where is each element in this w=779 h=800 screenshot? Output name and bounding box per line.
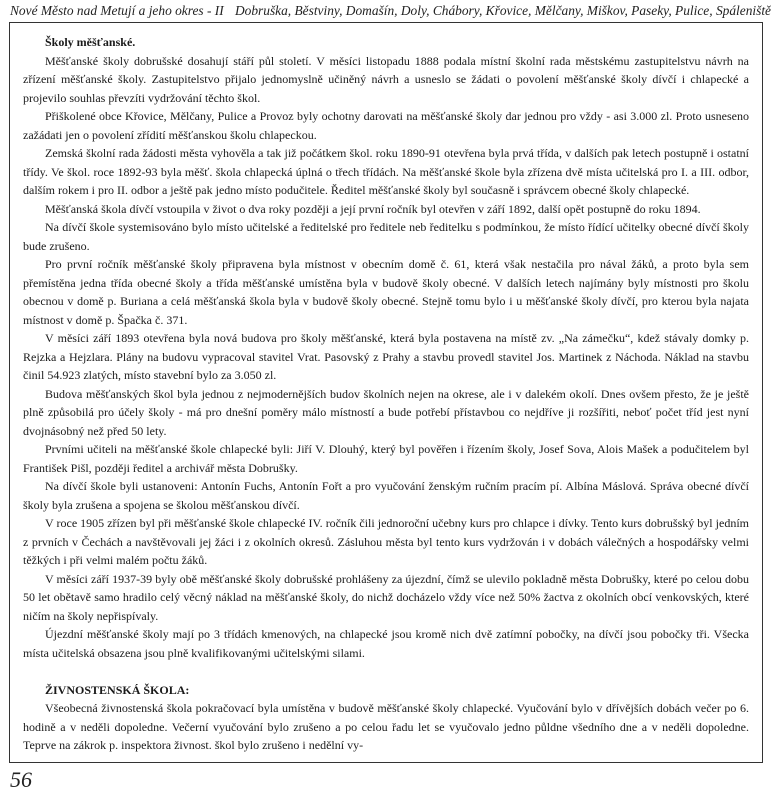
article-body [23, 33, 749, 755]
section-heading: ŽIVNOSTENSKÁ ŠKOLA: [45, 682, 190, 697]
paragraph: Budova měšťanských škol byla jednou z nejmodernějších budov školních nejen na okrese, ale i v dalekém okolí. Dnes ovšem přesto, že je ještě plně způsobilá pro účely školy - má pro dnešní poměry málo místností a bude potřebí přístavbou co nejdříve ji rozšířiti, neboť počet tříd jest nyní dvojnásobný než před 50 lety. [23, 386, 749, 438]
paragraph: V roce 1905 zřízen byl při měšťanské škole chlapecké IV. ročník čili jednoroční učebny kurs pro chlapce i dívky. Tento kurs dobrušský byl jedním z prvních v Čechách a navštěvovali jej žáci i z okolních okresů. Zásluhou města byl tento kurs vydržován i v dobách válečných a hospodářsky velmi těžkých i při velmi malém počtu žáků. [23, 516, 749, 567]
paragraph: Měšťanské školy dobrušské dosahují stáří půl století. V měsíci listopadu 1888 podala místní školní rada městskému zastupitelstvu návrh na zřízení měšťanské školy. Zastupitelstvo přijalo jednomyslně učiněný návrh a usneslo se žádati o povolení měšťanské školy dívčí i chlapecké a projevilo souhlas převzíti vydržování těchto škol. [23, 53, 749, 105]
paragraph: Prvními učiteli na měšťanské škole chlapecké byli: Jiří V. Dlouhý, který byl pověřen i řízením školy, Josef Sova, Alois Mašek a podučitelem byl František Pišl, později ředitel a archivář města Dobrušky. [23, 442, 749, 475]
content-frame [9, 22, 763, 763]
paragraph: Újezdní měšťanské školy mají po 3 třídách kmenových, na chlapecké jsou kromě nich dvě zatímní pobočky, na dívčí jsou pobočky tři. Všecka místa učitelská obsazena jsou plně kvalifikovanými učitelskými silami. [23, 627, 749, 660]
paragraph: Na dívčí škole byli ustanoveni: Antonín Fuchs, Antonín Fořt a pro vyučování ženským ručním pracím pí. Albína Máslová. Správa obecné dívčí školy byla zrušena a spojena se školou měšťanskou dívčí. [23, 479, 749, 512]
paragraph: Přiškolené obce Křovice, Mělčany, Pulice a Provoz byly ochotny darovati na měšťanské školy dar jednou pro vždy - asi 3.000 zl. Proto usneseno zažádati jen o povolení zřídití měšťanskou školu chlapeckou. [23, 109, 749, 142]
page-number: 56 [10, 767, 32, 792]
paragraph: Všeobecná živnostenská škola pokračovací byla umístěna v budově měšťanské školy chlapecké. Vyučování bylo v dřívějších dobách večer po 6. hodině a v neděli dopoledne. Večerní vyučování bylo zrušeno a po celou řadu let se vyučovalo jedno půldne všedního dne a v neděli dopoledne. Teprve na zákrok p. inspektora živnost. škol bylo zrušeno i nedělní vy- [23, 701, 749, 752]
section-heading: Školy měšťanské. [45, 35, 136, 49]
paragraph: Pro první ročník měšťanské školy připravena byla místnost v obecním domě č. 61, která však nestačila pro nával žáků, a proto byla sem přemístěna jedna třída obecné školy a třída měšťanské umístěna byla v budově školy obecné. V dalších letech najímány byly místnosti pro školu obecnou v domě p. Buriana a celá měšťanská škola byla v budově školy obecné. Stejně tomu bylo i u měšťanské školy dívčí, pro kterou byla najata místnost v domě p. Špačka č. 371. [23, 257, 749, 327]
paragraph: Měšťanská škola dívčí vstoupila v život o dva roky později a její první ročník byl otevřen v září 1892, další opět postupně do roku 1894. [45, 201, 701, 216]
paragraph: Zemská školní rada žádosti města vyhověla a tak již počátkem škol. roku 1890-91 otevřena byla prvá třída, v dalších pak letech postupně i ostatní třídy. Ve škol. roce 1892-93 byla měšť. škola chlapecká úplná o třech třídách. Na měšťanské škole byla zřízena dvě místa učitelská pro I. a III. odbor, dalším rokem i pro II. odbor a ještě pak jedno místo podučitele. Ředitel měšťanské školy byl současně i správcem obecné školy chlapecké. [23, 146, 749, 197]
paragraph: V měsíci září 1893 otevřena byla nová budova pro školy měšťanské, která byla postavena na místě zv. „Na zámečku“, kdež stávaly domky p. Rejzka a Hejzlara. Plány na budovu vypracoval stavitel Vrat. Pasovský z Prahy a stavbu provedl stavitel Jos. Martinek z Náchoda. Náklad na stavbu činil 54.923 zlatých, místo stavební bylo za 3.050 zl. [23, 331, 749, 382]
running-header [10, 3, 771, 19]
paragraph: Na dívčí škole systemisováno bylo místo učitelské a ředitelské pro ředitele neb ředitelku s podmínkou, že místo řídící učitelky obecné dívčí školy bude zrušeno. [23, 220, 749, 253]
header-right-title: Dobruška, Běstviny, Domašín, Doly, Chábory, Křovice, Mělčany, Miškov, Paseky, Pulice, Spáleniště [234, 3, 771, 18]
header-left-title: Nové Město nad Metují a jeho okres - II [10, 3, 224, 18]
paragraph: V měsíci září 1937-39 byly obě měšťanské školy dobrušské prohlášeny za újezdní, čímž se ulevilo pokladně města Dobrušky, které po celou dobu 50 let obětavě samo hradilo celý věcný náklad na měšťanské školy, do nichž docházelo vždy více než 50% žactva z okolních obcí venkovských, které ničím na školy nepřispívaly. [23, 571, 749, 623]
